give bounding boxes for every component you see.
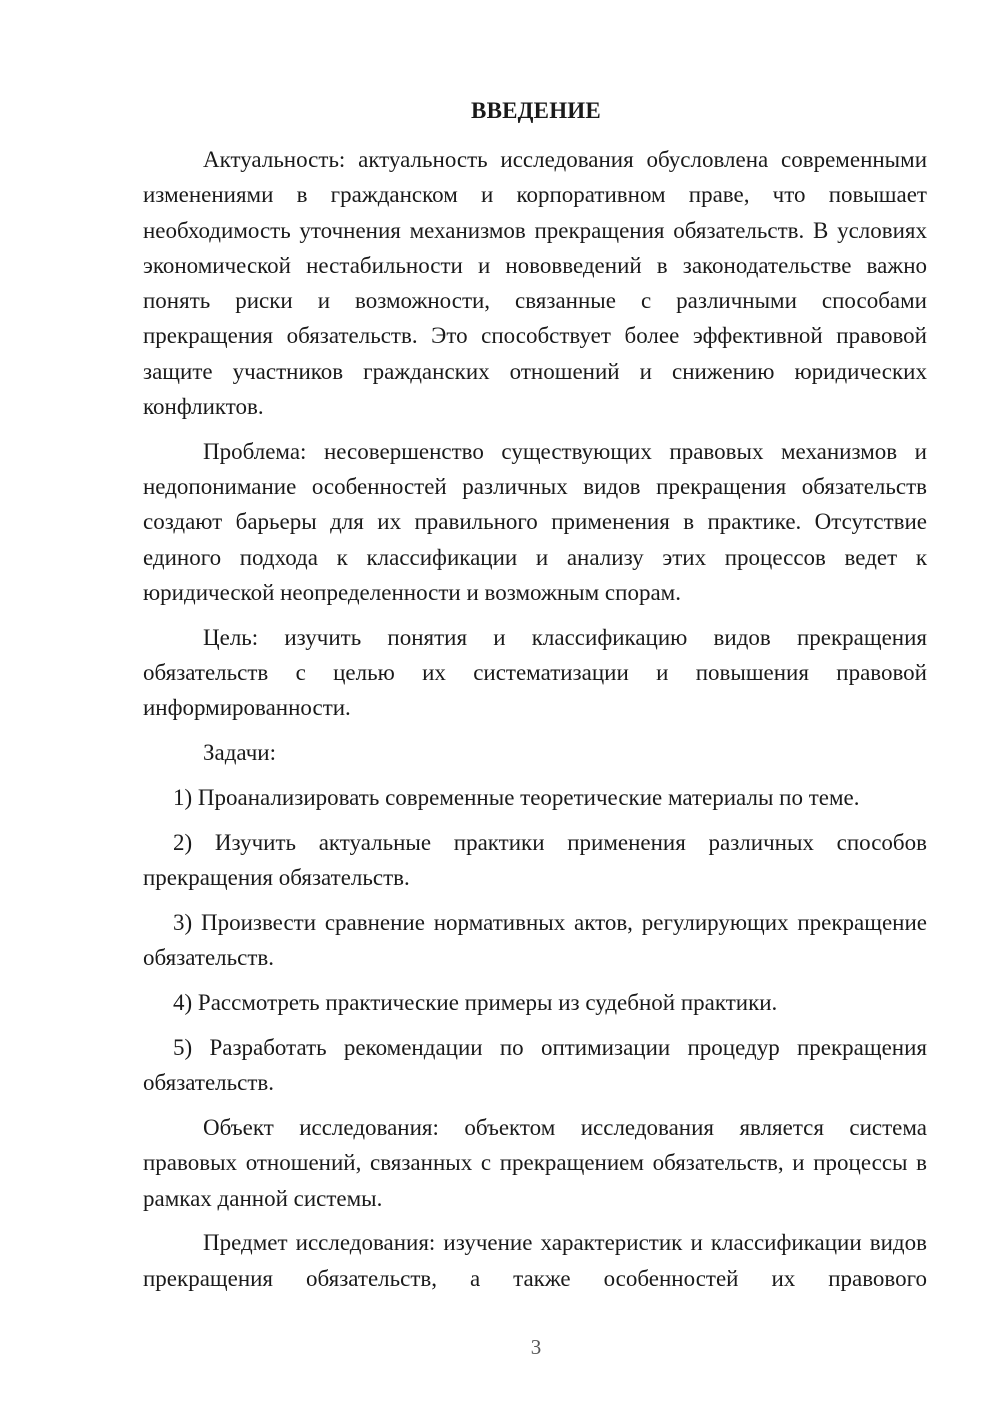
page-number: 3 [530,1335,542,1359]
task-item: 2) Изучить актуальные практики применения различных способов прекращения обязательств. [143,829,927,891]
task-item: 3) Произвести сравнение нормативных актов, регулирующих прекращение обязательств. [143,909,927,971]
subject-paragraph: Предмет исследования: изучение характеристик и классификации видов прекращения обязательств, а также особенностей их правового [143,1230,927,1291]
task-item: 1) Проанализировать современные теоретические материалы по теме. [173,785,860,811]
relevance-paragraph: Актуальность: актуальность исследования обусловлена современными изменениями в гражданском и корпоративном праве, что повышает необходимость уточнения механизмов прекращения обязательств. В условиях экономической нестабильности и нововведений в законодательстве важно понять риски и возможности, связанные с различными способами прекращения обязательств. Это способствует более эффективной правовой защите участников гражданских отношений и снижению юридических конфликтов. [143,147,927,420]
goal-paragraph: Цель: изучить понятия и классификацию видов прекращения обязательств с целью их систематизации и повышения правовой информированности. [143,624,927,721]
document-body [143,142,927,1305]
tasks-heading: Задачи: [203,740,276,766]
task-item: 4) Рассмотреть практические примеры из судебной практики. [173,990,778,1016]
object-paragraph: Объект исследования: объектом исследования является система правовых отношений, связанных с прекращением обязательств, и процессы в рамках данной системы. [143,1114,927,1211]
task-item: 5) Разработать рекомендации по оптимизации процедур прекращения обязательств. [143,1034,927,1096]
problem-paragraph: Проблема: несовершенство существующих правовых механизмов и недопонимание особенностей различных видов прекращения обязательств создают барьеры для их правильного применения в практике. Отсутствие единого подхода к классификации и анализу этих процессов ведет к юридической неопределенности и возможным спорам. [143,438,927,606]
page-title: ВВЕДЕНИЕ [471,98,601,123]
